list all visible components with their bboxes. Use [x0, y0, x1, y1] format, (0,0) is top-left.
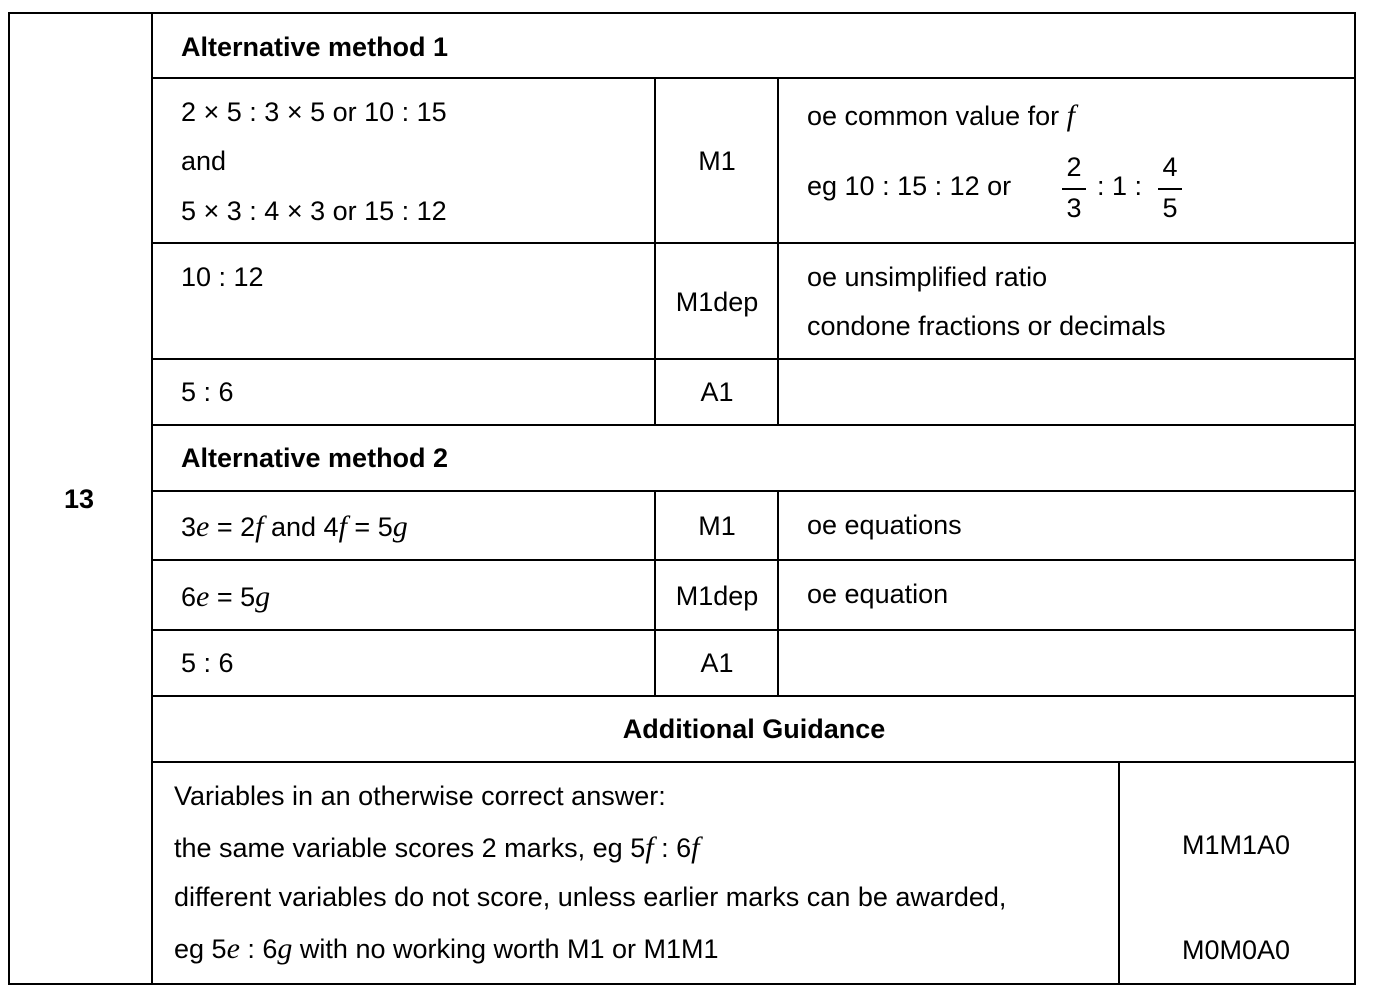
method2-row3-mark: A1	[700, 648, 734, 678]
guidance-line2	[174, 833, 699, 863]
comment-text: oe common value for	[807, 101, 1067, 131]
method2-row2-mark: M1dep	[675, 581, 759, 611]
guidance-text: with no working worth M1 or M1M1	[292, 934, 719, 964]
fraction-bar	[1062, 188, 1086, 190]
guidance-mark1: M1M1A0	[1181, 830, 1291, 860]
row-line	[151, 358, 1356, 360]
method1-row2-mark: M1dep	[675, 287, 759, 317]
guidance-heading: Additional Guidance	[622, 714, 886, 744]
fraction-denominator: 5	[1162, 193, 1178, 223]
work-text: and 4	[263, 512, 339, 542]
row-line	[151, 77, 1356, 79]
variable-f: f	[338, 510, 347, 543]
method1-row1-work-line1: 2 × 5 : 3 × 5 or 10 : 15	[181, 97, 447, 127]
work-text: 6	[181, 582, 197, 612]
method1-row3-mark: A1	[700, 377, 734, 407]
fraction-denominator: 3	[1066, 193, 1082, 223]
row-line	[151, 490, 1356, 492]
variable-f: f	[691, 831, 700, 864]
method2-row2-work	[181, 582, 270, 612]
guidance-line4	[174, 934, 719, 964]
mark-column-divider	[654, 77, 656, 426]
variable-e: e	[226, 932, 240, 965]
guidance-text: eg 5	[174, 934, 227, 964]
work-text: = 5	[346, 512, 393, 542]
variable-e: e	[196, 580, 210, 613]
method1-row1-mark: M1	[698, 146, 736, 176]
mark-column-divider	[654, 490, 656, 697]
variable-g: g	[392, 510, 408, 543]
question-number: 13	[64, 484, 95, 514]
work-text: = 2	[209, 512, 256, 542]
question-column-divider	[151, 12, 153, 985]
method1-row2-comment-line1: oe unsimplified ratio	[807, 262, 1048, 292]
row-line	[151, 242, 1356, 244]
border-bottom	[8, 983, 1356, 985]
method1-row1-comment-line1	[807, 101, 1075, 131]
fraction-numerator: 4	[1162, 152, 1178, 182]
border-left	[8, 12, 10, 985]
variable-g: g	[255, 580, 271, 613]
guidance-line3: different variables do not score, unless earlier marks can be awarded,	[174, 882, 1007, 912]
guidance-line1: Variables in an otherwise correct answer:	[174, 781, 666, 811]
variable-f: f	[255, 510, 264, 543]
row-line	[151, 559, 1356, 561]
row-line	[151, 424, 1356, 426]
method1-heading: Alternative method 1	[181, 32, 449, 62]
variable-f: f	[1066, 99, 1075, 132]
border-right	[1354, 12, 1356, 985]
fraction-numerator: 2	[1066, 152, 1082, 182]
variable-f: f	[645, 831, 654, 864]
row-line	[151, 695, 1356, 697]
work-text: = 5	[209, 582, 256, 612]
method2-row1-work	[181, 512, 408, 542]
method2-row1-mark: M1	[698, 511, 736, 541]
method2-row1-comment: oe equations	[807, 510, 962, 540]
method1-row1-work-line3: 5 × 3 : 4 × 3 or 15 : 12	[181, 196, 447, 226]
work-text: 3	[181, 512, 197, 542]
method1-row1-comment-line2: eg 10 : 15 : 12 or	[807, 171, 1012, 201]
guidance-text: : 6	[653, 833, 692, 863]
method2-heading: Alternative method 2	[181, 443, 449, 473]
guidance-text: : 6	[239, 934, 278, 964]
method2-row3-work: 5 : 6	[181, 648, 234, 678]
guidance-text: the same variable scores 2 marks, eg 5	[174, 833, 646, 863]
method1-row2-comment-line2: condone fractions or decimals	[807, 311, 1166, 341]
row-line	[151, 761, 1356, 763]
comment-column-divider	[777, 77, 779, 426]
ratio-middle: : 1 :	[1097, 171, 1143, 201]
border-top	[8, 12, 1356, 14]
variable-g: g	[277, 932, 293, 965]
method1-row2-work: 10 : 12	[181, 262, 264, 292]
method1-row3-work: 5 : 6	[181, 377, 234, 407]
method1-row1-work-line2: and	[181, 146, 227, 176]
guidance-mark-divider	[1118, 761, 1120, 985]
guidance-mark2: M0M0A0	[1181, 935, 1291, 965]
comment-column-divider	[777, 490, 779, 697]
method2-row2-comment: oe equation	[807, 579, 949, 609]
row-line	[151, 629, 1356, 631]
fraction-bar	[1158, 188, 1182, 190]
variable-e: e	[196, 510, 210, 543]
